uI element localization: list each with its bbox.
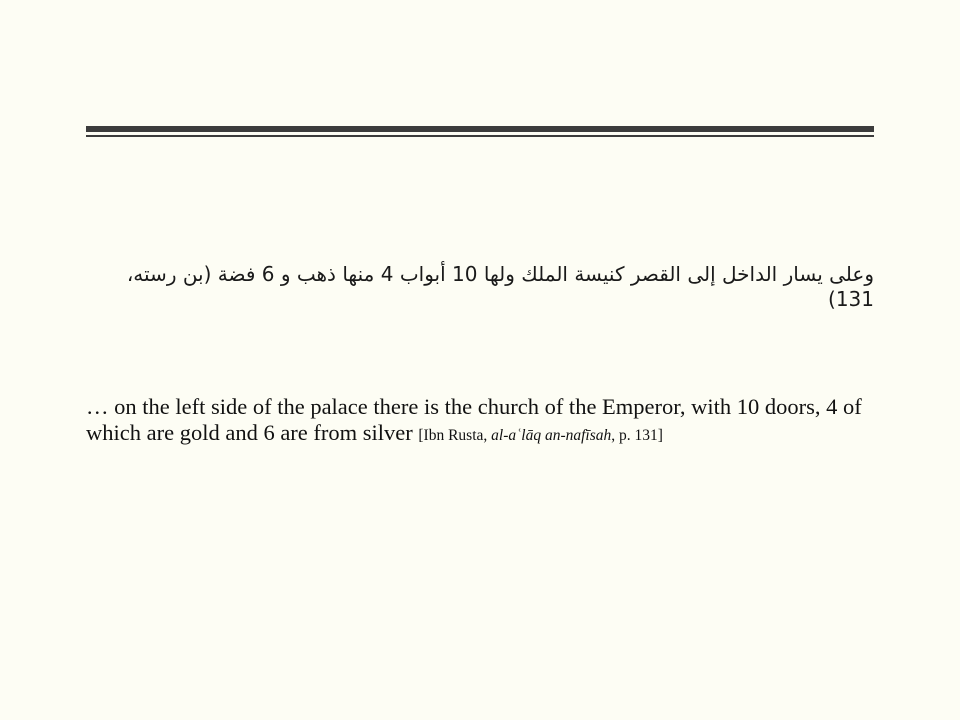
citation-title: al-aʿlāq an-nafīsah [491, 427, 612, 444]
english-quote-block [86, 394, 878, 449]
citation [418, 427, 663, 444]
citation-open: [Ibn Rusta, [418, 427, 492, 444]
header-rule-thin [86, 135, 874, 137]
header-rule-thick [86, 126, 874, 132]
arabic-quote: وعلى يسار الداخل إلى القصر كنيسة الملك ولها 10 أبواب 4 منها ذهب و 6 فضة (بن رسته، 131) [126, 262, 874, 311]
citation-close: , p. 131] [611, 427, 663, 444]
english-quote-text: … on the left side of the palace there is the church of the Emperor, with 10 doors, 4 of which are gold and 6 are from silver [86, 394, 862, 445]
